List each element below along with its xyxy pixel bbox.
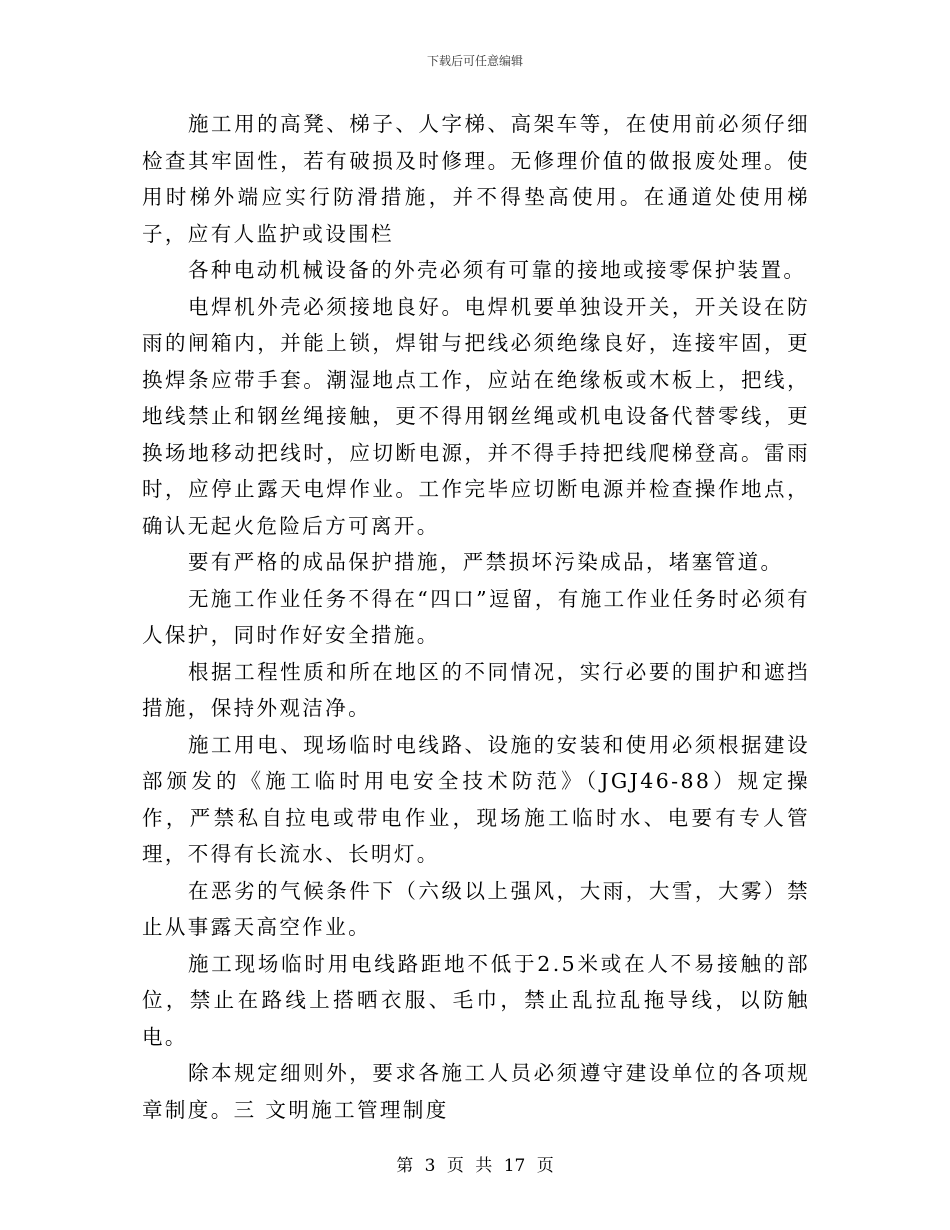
paragraph: 电焊机外壳必须接地良好。电焊机要单独设开关，开关设在防雨的闸箱内，并能上锁，焊钳与把线必须绝缘良好，连接牢固，更换焊条应带手套。潮湿地点工作，应站在绝缘板或木板上，把线，地线禁止和钢丝绳接触，更不得用钢丝绳或机电设备代替零线，更换场地移动把线时，应切断电源，并不得手持把线爬梯登高。雷雨时，应停止露天电焊作业。工作完毕应切断电源并检查操作地点，确认无起火危险后方可离开。 [142, 294, 810, 538]
paragraph: 无施工作业任务不得在“四口”逗留，有施工作业任务时必须有人保护，同时作好安全措施。 [142, 586, 810, 647]
paragraph: 要有严格的成品保护措施，严禁损坏污染成品，堵塞管道。 [188, 550, 784, 574]
page-number: 第 3 页 共 17 页 [396, 1156, 554, 1176]
paragraph: 根据工程性质和所在地区的不同情况，实行必要的围护和遮挡措施，保持外观洁净。 [142, 659, 810, 720]
paragraph: 在恶劣的气候条件下（六级以上强风，大雨，大雪，大雾）禁止从事露天高空作业。 [142, 878, 810, 939]
paragraph: 施工现场临时用电线路距地不低于2.5米或在人不易接触的部位，禁止在路线上搭晒衣服、毛巾，禁止乱拉乱拖导线，以防触电。 [142, 951, 810, 1049]
paragraph: 除本规定细则外，要求各施工人员必须遵守建设单位的各项规章制度。三 文明施工管理制度 [142, 1061, 810, 1122]
paragraph: 施工用的高凳、梯子、人字梯、高架车等，在使用前必须仔细检查其牢固性，若有破损及时修理。无修理价值的做报废处理。使用时梯外端应实行防滑措施，并不得垫高使用。在通道处使用梯子，应有人监护或设围栏 [142, 112, 810, 246]
page-header-note: 下载后可任意编辑 [426, 54, 523, 68]
paragraph: 各种电动机械设备的外壳必须有可靠的接地或接零保护装置。 [188, 258, 807, 282]
paragraph: 施工用电、现场临时电线路、设施的安装和使用必须根据建设部颁发的《施工临时用电安全技术防范》（JGJ46-88）规定操作，严禁私自拉电或带电作业，现场施工临时水、电要有专人管理，不得有长流水、长明灯。 [142, 732, 810, 866]
document-body [142, 106, 810, 1128]
